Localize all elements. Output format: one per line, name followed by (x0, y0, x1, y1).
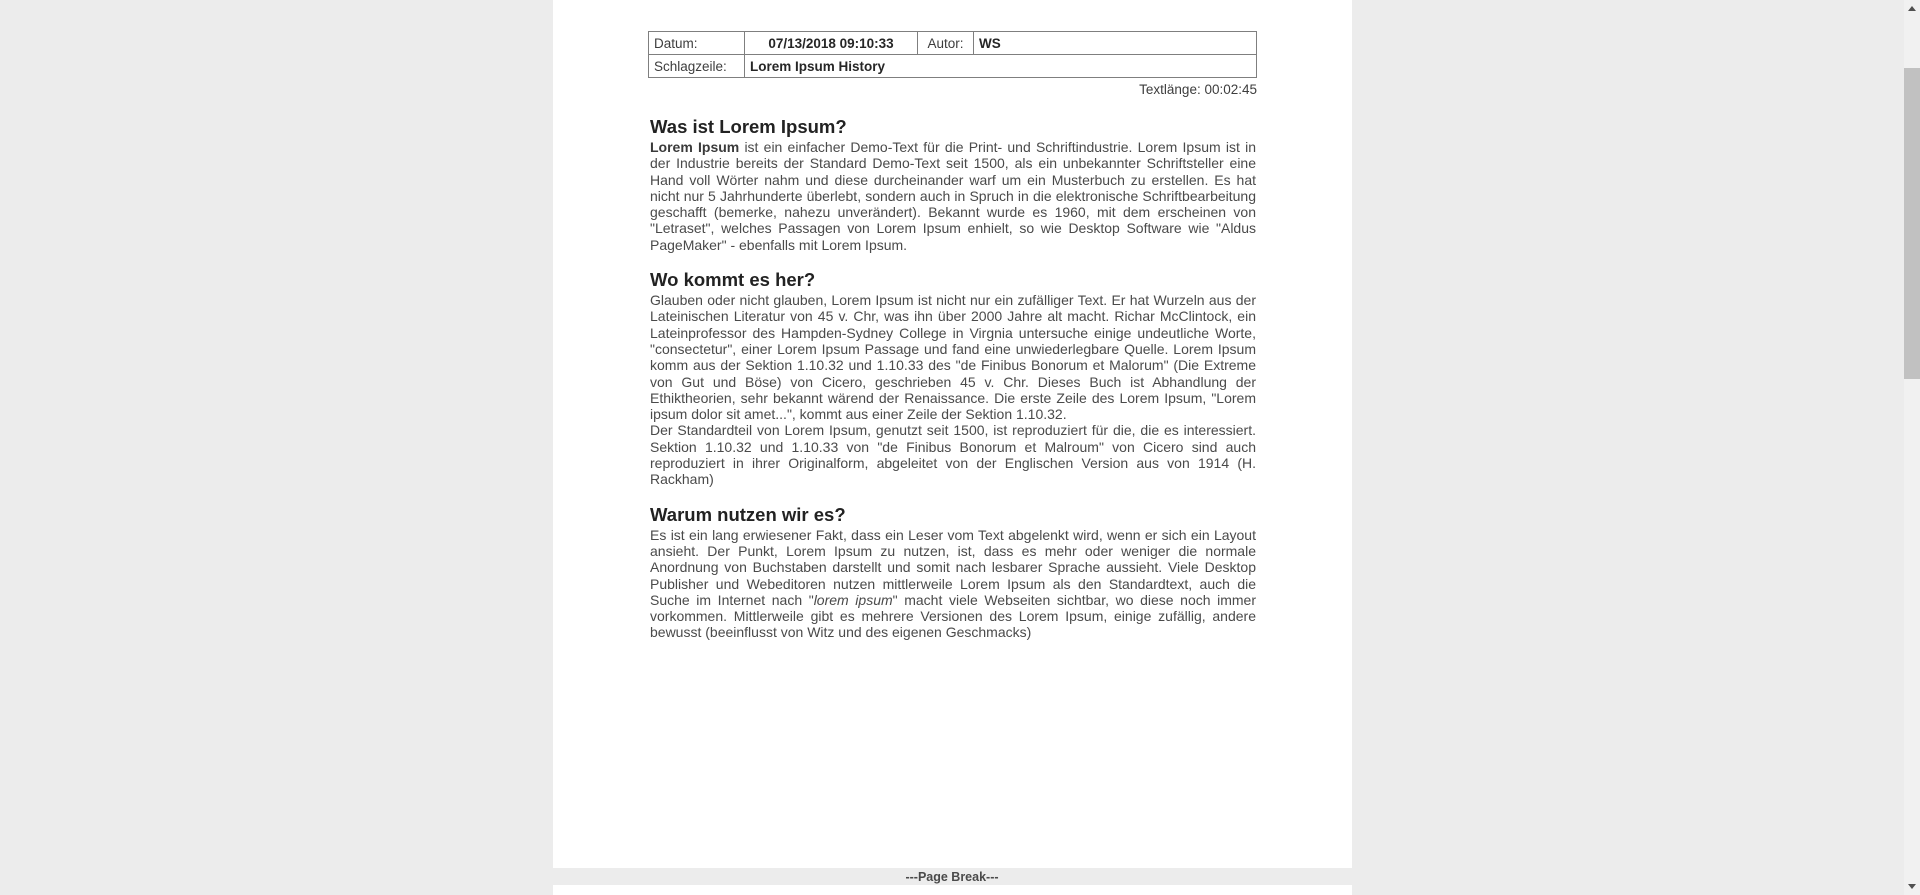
section-heading-was-ist: Was ist Lorem Ipsum? (650, 116, 847, 137)
section-paragraph: Glauben oder nicht glauben, Lorem Ipsum ist nicht nur ein zufälliger Text. Er hat Wurzeln aus der Lateinischen Literatur von 45 v. Chr, was ihn über 2000 Jahre alt macht. Richar McClintock, ein Lateinprofessor des Hampden-Sydney College in Virgnia untersuche einige undeutliche Worte, "consectetur", einer Lorem Ipsum Passage und fand eine unwiederlegbare Quelle. Lorem Ipsum komm aus der Sektion 1.10.32 und 1.10.33 des "de Finibus Bonorum et Malorum" (Die Extreme von Gut und Böse) von Cicero, geschrieben 45 v. Chr. Dieses Buch ist Abhandlung der Ethiktheorien, sehr bekannt wärend der Renaissance. Die erste Zeile des Lorem Ipsum, "Lorem ipsum dolor sit amet...", kommt aus einer Zeile der Sektion 1.10.32. (650, 292, 1256, 423)
meta-row-datum (649, 32, 1257, 55)
scrollbar-thumb[interactable] (1904, 68, 1920, 379)
scroll-up-button[interactable] (1904, 0, 1920, 17)
page-break-strip (0, 868, 1904, 885)
meta-table (648, 31, 1257, 78)
text-length-indicator: Textlänge: 00:02:45 (1139, 82, 1257, 97)
article-body (650, 100, 1256, 641)
section-heading-warum-nutzen: Warum nutzen wir es? (650, 503, 846, 525)
paragraph-text: ist ein einfacher Demo-Text für die Print- und Schriftindustrie. Lorem Ipsum ist in der Industrie bereits der Standard Demo-Text seit 1500, als ein unbekannter Schriftsteller eine Hand voll Wörter nahm und diese durcheinander warf um ein Musterbuch zu erstellen. Es hat nicht nur 5 Jahrhunderte überlebt, sondern auch in Spruch in die elektronische Schriftbearbeitung geschafft (bemerke, nahezu unverändert). Bekannt wurde es 1960, mit dem erscheinen von "Letraset", welches Passagen von Lorem Ipsum enhielt, so wie Desktop Software wie "Aldus PageMaker" - ebenfalls mit Lorem Ipsum. (650, 139, 1256, 253)
paragraph-text: Es ist ein lang erwiesener Fakt, dass ein Leser vom Text abgelenkt wird, wenn er sich ein Layout ansieht. Der Punkt, Lorem Ipsum zu nutzen, ist, dass es mehr oder weniger die normale Anordnung von Buchstaben darstellt und somit nach lesbarer Sprache aussieht. Viele Desktop Publisher und Webeditoren nutzen mittlerweile Lorem Ipsum als den Standardtext, auch die Suche im Internet nach " (650, 526, 1256, 608)
paragraph-text: " macht viele Webseiten sichtbar, wo diese noch immer vorkommen. Mittlerweile gibt es mehrere Versionen des Lorem Ipsum, einige zufällig, andere bewusst (beeinflusst von Witz und des eigenen Geschmacks) (650, 591, 1256, 641)
datum-label: Datum: (649, 32, 745, 55)
vertical-scrollbar[interactable] (1904, 0, 1920, 895)
scroll-down-arrow-icon (1908, 884, 1916, 889)
autor-value: WS (974, 32, 1257, 55)
autor-label: Autor: (918, 32, 974, 55)
section-paragraph (650, 527, 1256, 641)
section-heading-wo-kommt: Wo kommt es her? (650, 269, 816, 291)
section-paragraph: Der Standardteil von Lorem Ipsum, genutzt seit 1500, ist reproduziert für die, die es interessiert. Sektion 1.10.32 und 1.10.33 von "de Finibus Bonorum et Malroum" von Cicero sind auch reproduziert in ihrer Originalform, abgeleitet von der Englischen Version aus von 1914 (H. Rackham) (650, 422, 1256, 488)
schlagzeile-value: Lorem Ipsum History (745, 55, 1257, 78)
page-break-label: ---Page Break--- (905, 869, 999, 884)
meta-row-schlagzeile (649, 55, 1257, 78)
schlagzeile-label: Schlagzeile: (649, 55, 745, 78)
document-page-1 (553, 0, 1352, 868)
italic-term: lorem ipsum (813, 591, 893, 608)
datum-value: 07/13/2018 09:10:33 (745, 32, 918, 55)
scroll-down-button[interactable] (1904, 878, 1920, 895)
document-page-2 (553, 885, 1352, 895)
scroll-up-arrow-icon (1908, 6, 1916, 11)
bold-lead: Lorem Ipsum (650, 139, 740, 155)
section-paragraph (650, 139, 1256, 253)
